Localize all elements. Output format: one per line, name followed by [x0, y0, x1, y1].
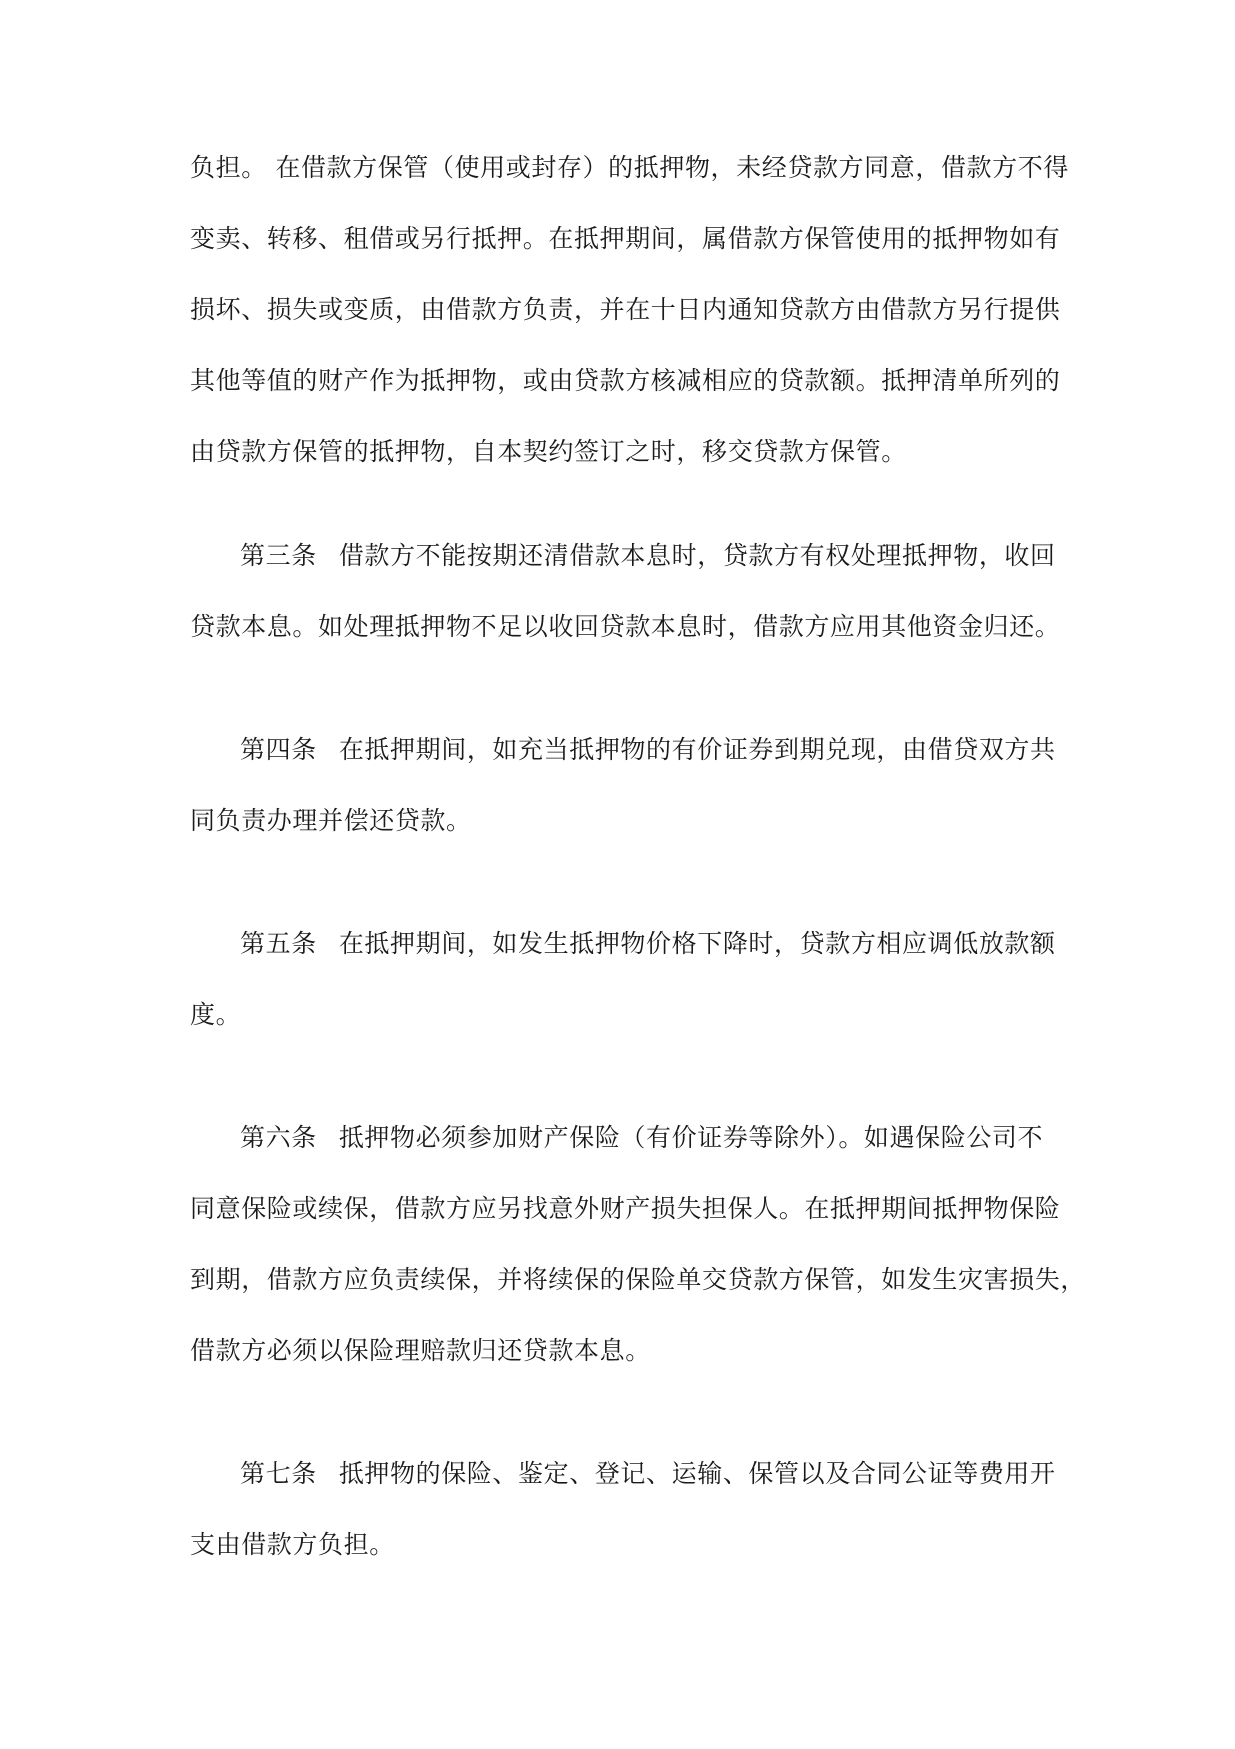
article-text: 借款方不能按期还清借款本息时，贷款方有权处理抵押物，收回 [338, 541, 1056, 570]
text-line: 借款方必须以保险理赔款归还贷款本息。 [190, 1336, 651, 1365]
article-heading: 第四条 [240, 735, 317, 764]
article-heading: 第三条 [240, 541, 317, 570]
text-line [190, 1458, 1060, 1529]
text-line: 损坏、损失或变质，由借款方负责，并在十日内通知贷款方由借款方另行提供 [190, 295, 1061, 324]
text-line: 同意保险或续保，借款方应另找意外财产损失担保人。在抵押期间抵押物保险 [190, 1194, 1061, 1223]
paragraph-continuation [190, 152, 1069, 507]
article-text: 抵押物必须参加财产保险（有价证券等除外）。如遇保险公司不 [338, 1123, 1044, 1152]
text-line: 度。 [190, 1000, 242, 1029]
text-line: 同负责办理并偿还贷款。 [190, 806, 472, 835]
article-heading: 第六条 [240, 1123, 317, 1152]
text-line [190, 734, 1060, 805]
paragraph-article-7 [190, 1458, 1060, 1600]
text-line: 其他等值的财产作为抵押物，或由贷款方核减相应的贷款额。抵押清单所列的 [190, 366, 1061, 395]
text-line [190, 540, 1060, 611]
text-line [190, 928, 1060, 999]
paragraph-article-6 [190, 1122, 1087, 1406]
text-line: 支由借款方负担。 [190, 1530, 395, 1559]
paragraph-article-3 [190, 540, 1060, 682]
text-line: 贷款本息。如处理抵押物不足以收回贷款本息时，借款方应用其他资金归还。 [190, 612, 1061, 641]
article-heading: 第七条 [240, 1459, 317, 1488]
paragraph-article-4 [190, 734, 1060, 876]
article-heading: 第五条 [240, 929, 317, 958]
text-line: 到期，借款方应负责续保，并将续保的保险单交贷款方保管，如发生灾害损失， [190, 1265, 1087, 1294]
article-text: 在抵押期间，如充当抵押物的有价证券到期兑现，由借贷双方共 [338, 735, 1056, 764]
text-line: 负担。 在借款方保管（使用或封存）的抵押物，未经贷款方同意，借款方不得 [190, 153, 1069, 182]
article-text: 抵押物的保险、鉴定、登记、运输、保管以及合同公证等费用开 [338, 1459, 1056, 1488]
paragraph-article-5 [190, 928, 1060, 1070]
text-line: 由贷款方保管的抵押物，自本契约签订之时，移交贷款方保管。 [190, 437, 907, 466]
text-line: 变卖、转移、租借或另行抵押。在抵押期间，属借款方保管使用的抵押物如有 [190, 224, 1061, 253]
article-text: 在抵押期间，如发生抵押物价格下降时，贷款方相应调低放款额 [338, 929, 1056, 958]
text-line [190, 1122, 1060, 1193]
